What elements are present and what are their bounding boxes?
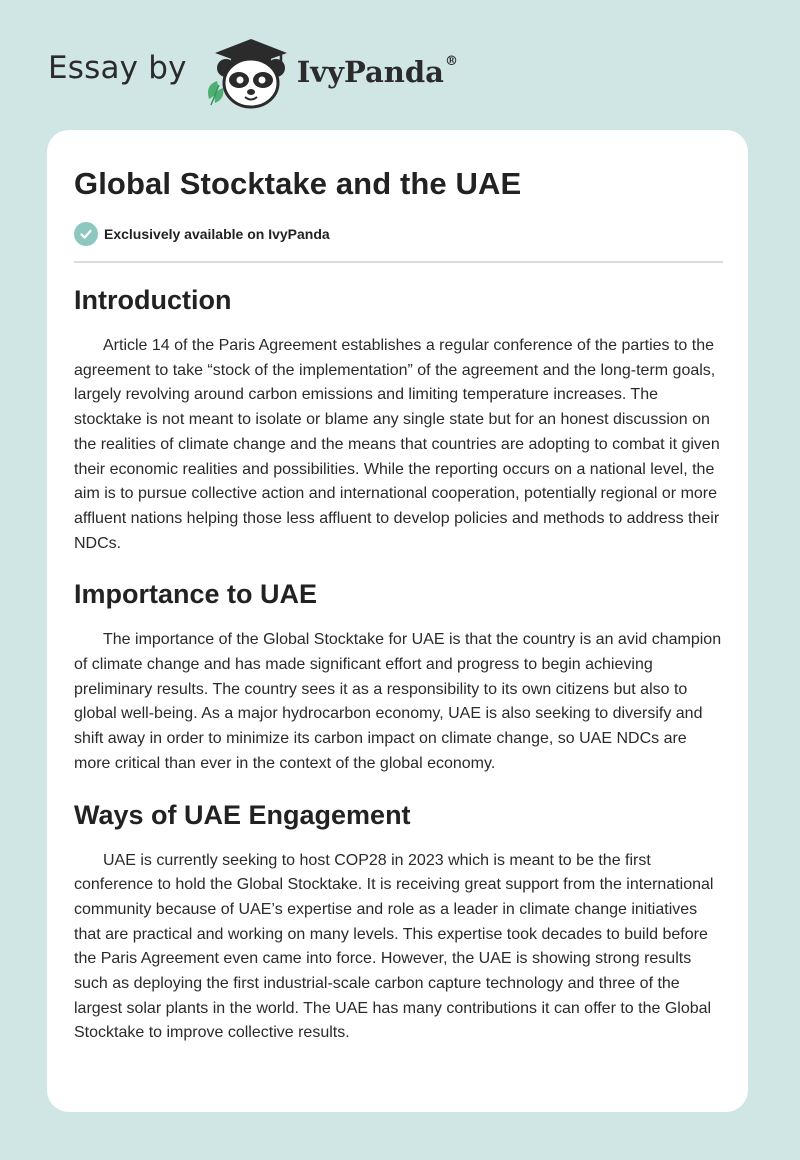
exclusive-badge xyxy=(74,222,330,246)
section-paragraph-engagement: UAE is currently seeking to host COP28 in 2023 which is meant to be the first conference to hold the Global Stocktake. It is receiving great support from the international community because of UAE’s expertise and role as a leader in climate change initiatives that are practical and working on many levels. This expertise took decades to build before the Paris Agreement even came into force. However, the UAE is showing strong results such as deploying the first industrial-scale carbon capture technology and three of the largest solar plants in the world. The UAE has many contributions it can offer to the Global Stocktake to improve collective results. xyxy=(74,851,714,1042)
check-circle-icon xyxy=(74,222,98,246)
brand-name[interactable] xyxy=(297,55,458,89)
site-header xyxy=(48,34,458,114)
section-paragraph-introduction: Article 14 of the Paris Agreement establishes a regular conference of the parties to the agreement to take “stock of the implementation” of the agreement and the long-term goals, largely revolving around carbon emissions and limiting temperature increases. The stocktake is not meant to isolate or blame any single state but for an honest discussion on the realities of climate change and the means that countries are adopting to combat it given their economic realities and possibilities. While the reporting occurs on a national level, the aim is to pursue collective action and international cooperation, potentially regional or more affluent nations helping those less affluent to develop policies and methods to address their NDCs. xyxy=(74,337,720,552)
essay-content xyxy=(74,282,726,1066)
exclusive-badge-label: Exclusively available on IvyPanda xyxy=(104,226,330,242)
section-heading-importance: Importance to UAE xyxy=(74,579,318,610)
divider xyxy=(74,261,723,263)
essay-card xyxy=(47,130,748,1112)
essay-by-label: Essay by xyxy=(48,50,187,86)
registered-mark: ® xyxy=(444,54,458,70)
section-heading-engagement: Ways of UAE Engagement xyxy=(74,799,411,830)
brand-text: IvyPanda xyxy=(296,55,444,89)
section-paragraph-importance: The importance of the Global Stocktake for UAE is that the country is an avid champion of climate change and has made significant effort and progress to begin achieving preliminary results. The country sees it as a responsibility to its own citizens but also to global well-being. As a major hydrocarbon economy, UAE is also seeking to diversify and shift away in order to minimize its carbon impact on climate change, so UAE NDCs are more critical than ever in the context of the global economy. xyxy=(74,631,722,772)
section-heading-introduction: Introduction xyxy=(74,285,232,315)
page-title: Global Stocktake and the UAE xyxy=(74,166,522,201)
panda-logo-icon[interactable] xyxy=(201,33,293,111)
